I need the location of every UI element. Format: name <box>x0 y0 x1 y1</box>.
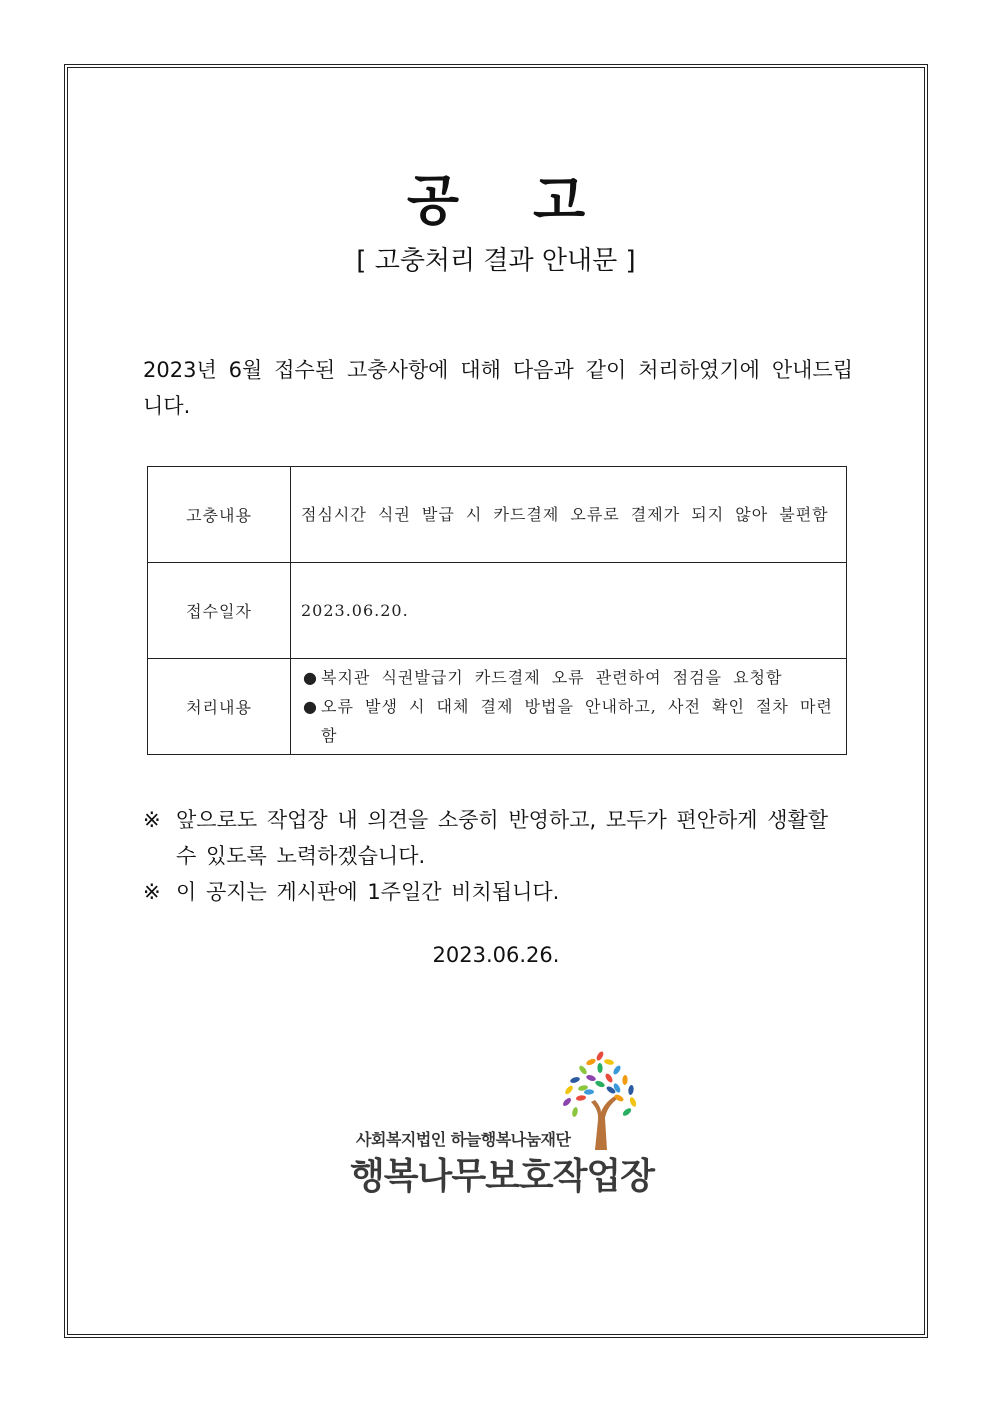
logo-title: 행복나무보호작업장 <box>350 1156 654 1197</box>
notice-subtitle: [ 고충처리 결과 안내문 ] <box>356 246 636 276</box>
row-label: 접수일자 <box>148 563 291 659</box>
leaf-icon <box>564 1084 574 1095</box>
row-value: 점심시간 식권 발급 시 카드결제 오류로 결제가 되지 않아 불편함 <box>291 467 847 563</box>
row-label: 고충내용 <box>148 467 291 563</box>
bullet-icon: ● <box>303 697 318 716</box>
leaf-icon <box>594 1080 605 1089</box>
leaf-icon <box>595 1050 605 1061</box>
list-item-text: 오류 발생 시 대체 결제 방법을 안내하고, 사전 확인 절차 마련함 <box>321 697 833 745</box>
leaf-icon <box>621 1107 632 1117</box>
leaf-icon <box>571 1107 578 1118</box>
note-item <box>143 874 855 910</box>
logo-subtitle: 사회복지법인 하늘행복나눔재단 <box>356 1130 571 1149</box>
leaf-icon <box>597 1063 603 1073</box>
action-list <box>301 663 836 750</box>
list-item-text: 복지관 식권발급기 카드결제 오류 관련하여 점검을 요청함 <box>321 668 783 687</box>
intro-paragraph: 2023년 6월 접수된 고충사항에 대해 다음과 같이 처리하였기에 안내드립니다. <box>143 358 853 418</box>
table-row <box>148 467 847 563</box>
row-value <box>291 659 847 755</box>
title-char-1: 공 <box>406 169 459 232</box>
list-item <box>301 692 836 750</box>
row-value: 2023.06.20. <box>291 563 847 659</box>
leaf-icon <box>569 1076 580 1084</box>
table-row <box>148 563 847 659</box>
leaf-icon <box>622 1075 628 1085</box>
notice-date: 2023.06.26. <box>432 943 560 967</box>
note-text: 앞으로도 작업장 내 의견을 소중히 반영하고, 모두가 편안하게 생활할 수 있도록 노력하겠습니다. <box>176 808 829 868</box>
note-item <box>143 802 855 874</box>
list-item <box>301 663 836 692</box>
bullet-icon: ● <box>303 668 318 687</box>
note-text: 이 공지는 게시판에 1주일간 비치됩니다. <box>176 880 560 904</box>
notes-section <box>143 802 855 910</box>
leaf-icon <box>576 1095 587 1102</box>
reference-mark-icon: ※ <box>143 808 161 832</box>
reference-mark-icon: ※ <box>143 880 161 904</box>
leaf-icon <box>562 1097 573 1108</box>
org-logo <box>350 1050 660 1200</box>
leaf-icon <box>628 1085 635 1096</box>
leaf-icon <box>585 1074 596 1082</box>
leaf-icon <box>629 1096 638 1107</box>
leaf-icon <box>578 1064 588 1075</box>
row-label: 처리내용 <box>148 659 291 755</box>
table-row <box>148 659 847 755</box>
leaf-icon <box>612 1064 622 1075</box>
title-char-2: 고 <box>533 169 586 232</box>
leaf-icon <box>584 1089 594 1095</box>
leaf-icon <box>604 1072 614 1083</box>
leaf-icon <box>604 1058 615 1065</box>
leaf-icon <box>585 1058 596 1067</box>
grievance-table <box>147 466 847 755</box>
notice-title <box>0 158 992 235</box>
